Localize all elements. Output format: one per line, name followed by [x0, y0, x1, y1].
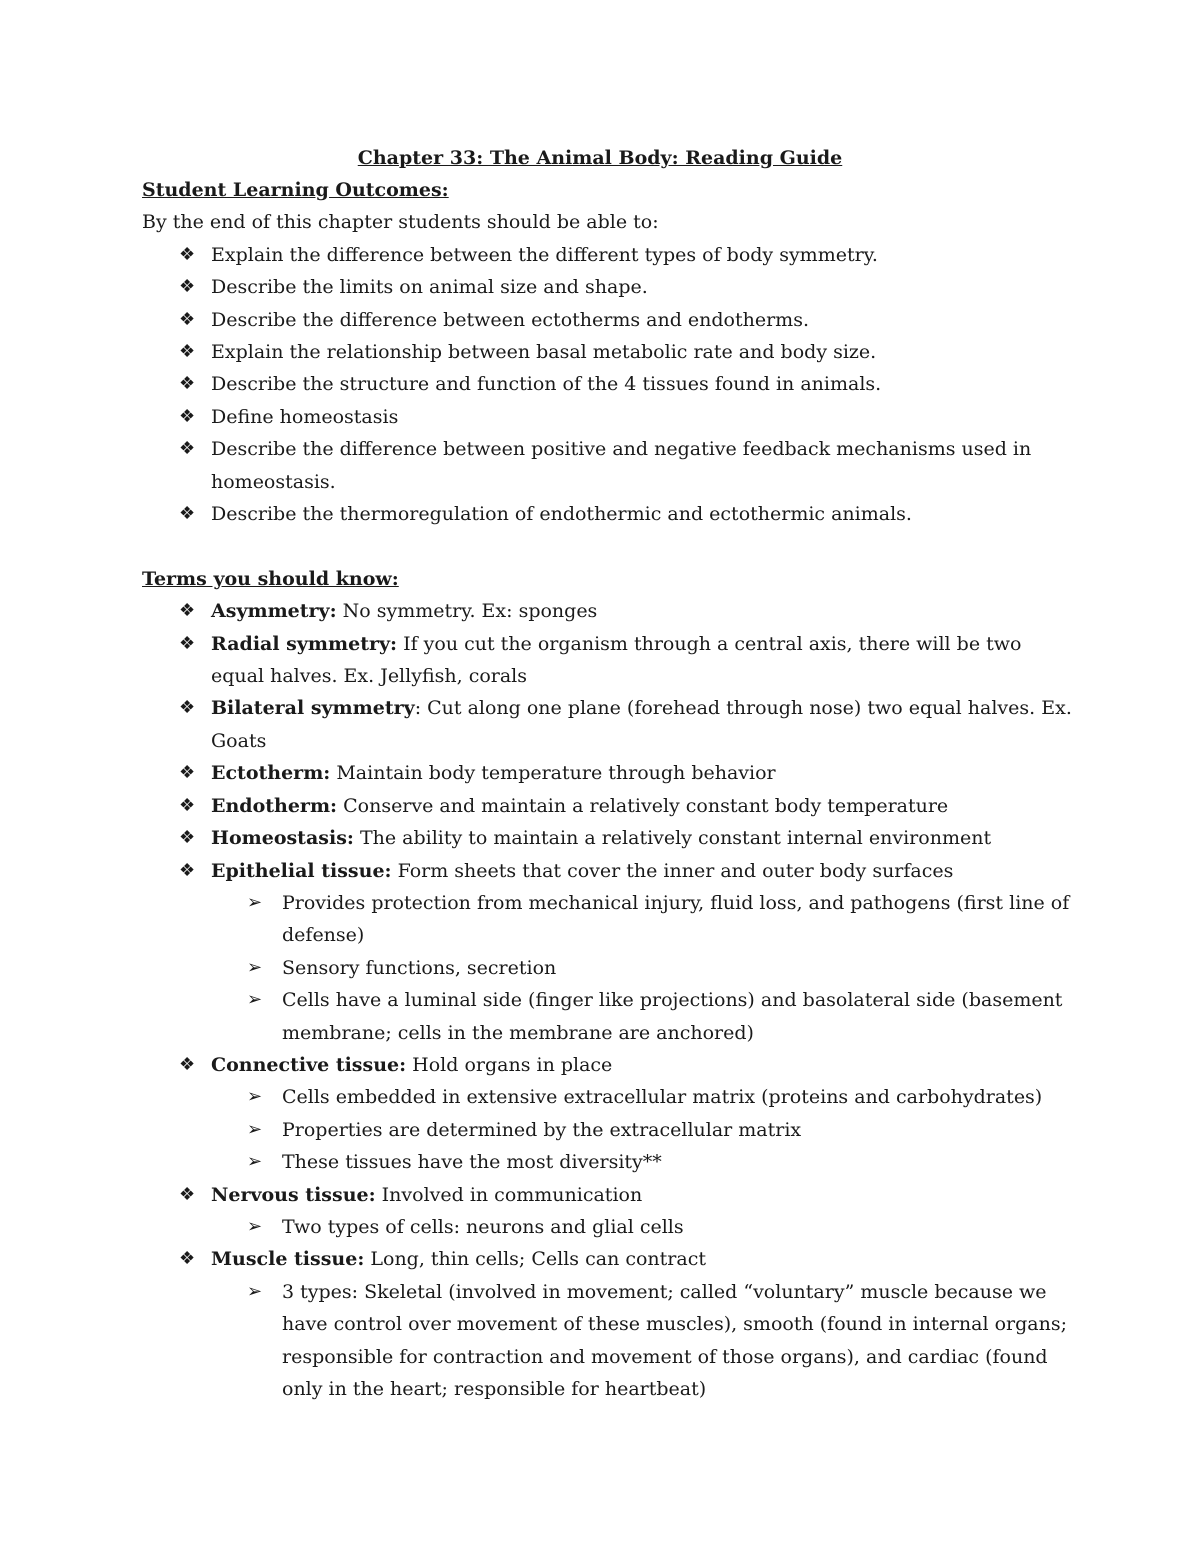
subitem-text: 3 types: Skeletal (involved in movement; called “voluntary” muscle because we have control over movement of these muscles), smooth (found in internal organs; responsible for contraction and movement of those organs), and cardiac (found only in the heart; responsible for heartbeat) [282, 1280, 1068, 1401]
term-definition: Hold organs in place [406, 1053, 613, 1076]
term-subitem [142, 952, 1072, 984]
term-item [142, 1243, 1072, 1275]
term-subitem [142, 1146, 1072, 1178]
term-definition: Involved in communication [375, 1183, 643, 1206]
arrow-bullet-icon: ➢ [247, 1086, 263, 1108]
arrow-bullet-icon: ➢ [247, 1151, 263, 1173]
subitem-text: Cells have a luminal side (finger like projections) and basolateral side (basement membrane; cells in the membrane are anchored) [282, 989, 1063, 1044]
outcome-item [142, 433, 1072, 498]
subitem-text: Properties are determined by the extracellular matrix [282, 1118, 802, 1141]
term-item [142, 855, 1072, 887]
arrow-bullet-icon: ➢ [247, 956, 263, 978]
term-label: Bilateral symmetry [211, 697, 415, 720]
outcomes-list [142, 239, 1072, 531]
term-definition: No symmetry. Ex: sponges [336, 600, 598, 623]
term-definition: The ability to maintain a relatively constant internal environment [353, 827, 992, 850]
diamond-bullet-icon: ❖ [179, 697, 196, 719]
arrow-bullet-icon: ➢ [247, 1118, 263, 1140]
outcome-item [142, 336, 1072, 368]
diamond-bullet-icon: ❖ [179, 438, 196, 460]
term-item [142, 822, 1072, 854]
diamond-bullet-icon: ❖ [179, 762, 196, 784]
term-subitem [142, 1211, 1072, 1243]
term-item [142, 757, 1072, 789]
subitem-text: Two types of cells: neurons and glial cells [282, 1215, 684, 1238]
term-label: Ectotherm: [211, 762, 331, 785]
arrow-bullet-icon: ➢ [247, 891, 263, 913]
diamond-bullet-icon: ❖ [179, 276, 196, 298]
outcome-item [142, 271, 1072, 303]
term-definition: : Cut along one plane (forehead through nose) two equal halves. Ex. Goats [211, 697, 1072, 752]
arrow-bullet-icon: ➢ [247, 989, 263, 1011]
outcome-text: Describe the difference between ectotherms and endotherms. [211, 308, 809, 331]
term-subitem [142, 887, 1072, 952]
term-label: Radial symmetry: [211, 632, 398, 655]
diamond-bullet-icon: ❖ [179, 405, 196, 427]
outcome-item [142, 368, 1072, 400]
term-label: Nervous tissue: [211, 1183, 376, 1206]
outcomes-heading: Student Learning Outcomes: [142, 179, 449, 201]
terms-list [142, 595, 1072, 1405]
term-item [142, 595, 1072, 627]
outcome-text: Explain the difference between the different types of body symmetry. [211, 243, 878, 266]
arrow-bullet-icon: ➢ [247, 1215, 263, 1237]
document-body [142, 174, 1072, 1405]
term-label: Muscle tissue: [211, 1248, 365, 1271]
outcome-text: Describe the difference between positive and negative feedback mechanisms used in homeostasis. [211, 438, 1032, 493]
subitem-text: Cells embedded in extensive extracellular matrix (proteins and carbohydrates) [282, 1086, 1043, 1109]
diamond-bullet-icon: ❖ [179, 600, 196, 622]
outcome-item [142, 239, 1072, 271]
terms-heading: Terms you should know: [142, 567, 399, 590]
term-item [142, 1049, 1072, 1081]
outcome-text: Describe the thermoregulation of endothermic and ectothermic animals. [211, 503, 912, 526]
term-subitem [142, 984, 1072, 1049]
term-definition: Conserve and maintain a relatively constant body temperature [337, 794, 949, 817]
diamond-bullet-icon: ❖ [179, 1183, 196, 1205]
diamond-bullet-icon: ❖ [179, 503, 196, 525]
outcome-text: Explain the relationship between basal metabolic rate and body size. [211, 341, 877, 364]
term-subitem [142, 1114, 1072, 1146]
outcome-text: Describe the limits on animal size and shape. [211, 276, 648, 299]
diamond-bullet-icon: ❖ [179, 243, 196, 265]
page-title: Chapter 33: The Animal Body: Reading Guide [357, 147, 843, 169]
outcome-item [142, 498, 1072, 530]
term-label: Homeostasis: [211, 827, 354, 850]
subitem-text: Provides protection from mechanical injury, fluid loss, and pathogens (first line of defense) [282, 891, 1070, 947]
subitem-text: Sensory functions, secretion [282, 956, 557, 979]
term-label: Asymmetry: [211, 600, 337, 623]
term-item [142, 1179, 1072, 1211]
diamond-bullet-icon: ❖ [179, 859, 196, 881]
term-definition: If you cut the organism through a central axis, there will be two equal halves. Ex. Jellyfish, corals [211, 632, 1022, 688]
outcome-item [142, 304, 1072, 336]
outcomes-intro: By the end of this chapter students should be able to: [142, 211, 659, 234]
term-subitem [142, 1276, 1072, 1406]
diamond-bullet-icon: ❖ [179, 1248, 196, 1270]
term-definition: Form sheets that cover the inner and outer body surfaces [391, 859, 954, 882]
term-item [142, 692, 1072, 757]
section-spacer [142, 530, 1072, 562]
term-definition: Maintain body temperature through behavior [330, 762, 776, 785]
outcome-item [142, 401, 1072, 433]
diamond-bullet-icon: ❖ [179, 373, 196, 395]
diamond-bullet-icon: ❖ [179, 632, 196, 654]
term-label: Endotherm: [211, 794, 338, 817]
arrow-bullet-icon: ➢ [247, 1280, 263, 1302]
diamond-bullet-icon: ❖ [179, 1053, 196, 1075]
diamond-bullet-icon: ❖ [179, 341, 196, 363]
term-item [142, 628, 1072, 693]
term-item [142, 790, 1072, 822]
term-definition: Long, thin cells; Cells can contract [364, 1248, 706, 1271]
diamond-bullet-icon: ❖ [179, 308, 196, 330]
diamond-bullet-icon: ❖ [179, 794, 196, 816]
subitem-text: These tissues have the most diversity** [282, 1151, 662, 1174]
outcome-text: Define homeostasis [211, 405, 399, 428]
term-label: Epithelial tissue: [211, 859, 392, 882]
term-label: Connective tissue: [211, 1053, 407, 1076]
term-subitem [142, 1081, 1072, 1113]
diamond-bullet-icon: ❖ [179, 827, 196, 849]
outcome-text: Describe the structure and function of the 4 tissues found in animals. [211, 373, 882, 396]
